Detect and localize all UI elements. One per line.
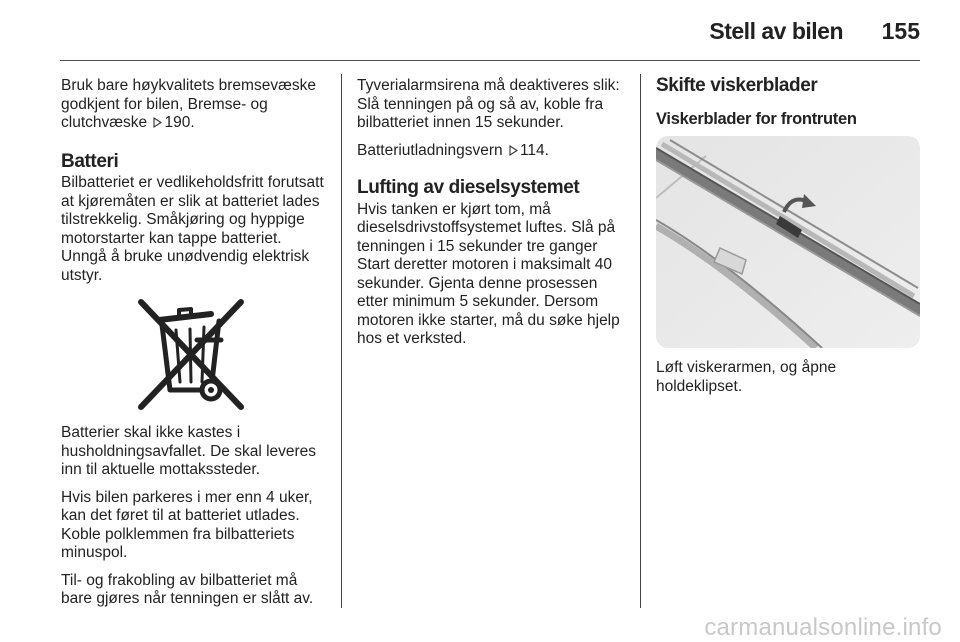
crossed-out-wheelie-bin-icon [61, 294, 331, 412]
discharge-protection-text: Batteriutladningsvern [357, 141, 503, 159]
diesel-heading: Lufting av dieselsystemet [357, 177, 580, 198]
battery-heading: Batteri [61, 150, 119, 172]
column-2 [357, 77, 629, 358]
discharge-protection-paragraph [357, 142, 629, 161]
page-ref-arrow-icon [509, 145, 518, 156]
page-ref-link[interactable]: 114. [519, 141, 549, 159]
page-footer [0, 612, 960, 642]
watermark: carmanualsonline.info [704, 614, 942, 641]
header-divider [60, 60, 920, 61]
page-number: 155 [881, 18, 920, 44]
page-header [0, 0, 960, 62]
brake-fluid-paragraph [61, 77, 331, 133]
disposal-paragraph: Batterier skal ikke kastes i husholdningsavfallet. De skal leveres inn til aktuelle mottakssteder. [61, 424, 317, 478]
wiper-blade-illustration [656, 136, 920, 348]
column-divider-1 [341, 74, 342, 608]
alarm-paragraph: Tyverialarmsirena må deaktiveres slik: Slå tenningen på og så av, koble fra bilbatteriet innen 15 sekunder. [357, 77, 620, 131]
crossed-bin-image [61, 294, 331, 412]
brake-fluid-text: Bruk bare høykvalitets bremsevæske godkjent for bilen, Bremse- og clutchvæske [61, 77, 316, 131]
page-ref-arrow-icon [153, 117, 162, 128]
lift-wiper-paragraph: Løft viskerarmen, og åpne holdeklipset. [656, 359, 837, 395]
diesel-paragraph: Hvis tanken er kjørt tom, må dieselsdrivstoffsystemet luftes. Slå på tenningen i 15 sekunder tre ganger Start deretter motoren i maksimalt 40 sekunder. Gjenta denne prosessen etter minimum 5 sekunder. Dersom motoren ikke starter, må du søke hjelp hos et verksted. [357, 200, 620, 347]
parking-paragraph: Hvis bilen parkeres i mer enn 4 uker, kan det føret til at batteriet utlades. Koble polklemmen fra bilbatteriets minuspol. [61, 488, 313, 561]
page-ref-link[interactable]: 190. [164, 114, 195, 131]
column-divider-2 [640, 74, 641, 608]
column-1 [61, 77, 331, 618]
wiper-heading: Skifte viskerblader [656, 75, 818, 96]
section-title: Stell av bilen [709, 18, 843, 44]
disconnect-paragraph: Til- og frakobling av bilbatteriet må bare gjøres når tenningen er slått av. [61, 571, 314, 607]
battery-paragraph: Bilbatteriet er vedlikeholdsfritt forutsatt at kjøremåten er slik at batteriet lades tilstrekkelig. Småkjøring og hyppige motorstarter kan tappe batteriet. Unngå å bruke unødvendig elektrisk utstyr. [61, 174, 324, 284]
column-3 [656, 77, 922, 405]
front-wiper-subheading: Viskerblader for frontruten [656, 109, 857, 128]
